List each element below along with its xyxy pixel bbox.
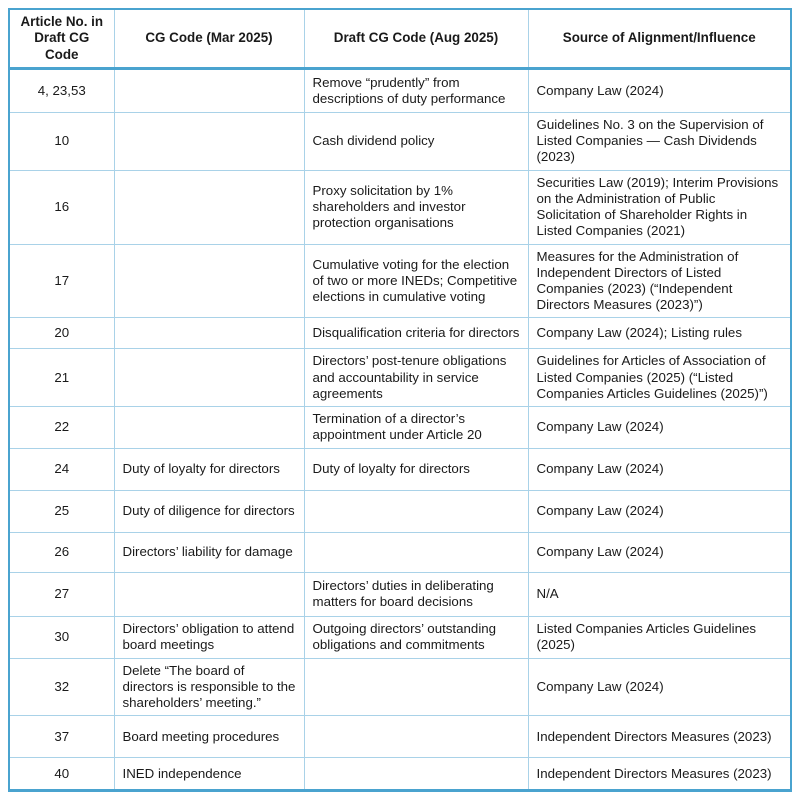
cg-code-mar-cell: Directors’ liability for damage [114, 532, 304, 572]
cg-code-mar-cell: Delete “The board of directors is responsible to the shareholders’ meeting.” [114, 658, 304, 716]
draft-cg-aug-cell: Outgoing directors’ outstanding obligations and commitments [304, 616, 528, 658]
source-cell: Listed Companies Articles Guidelines (2025) [528, 616, 791, 658]
table-row [9, 170, 791, 244]
table-row [9, 69, 791, 113]
article-no-cell: 40 [9, 758, 114, 791]
cg-code-mar-cell: Duty of diligence for directors [114, 490, 304, 532]
cg-code-mar-cell [114, 318, 304, 349]
draft-cg-aug-cell: Proxy solicitation by 1% shareholders and investor protection organisations [304, 170, 528, 244]
table-row [9, 658, 791, 716]
draft-cg-aug-cell [304, 716, 528, 758]
source-cell: Independent Directors Measures (2023) [528, 716, 791, 758]
article-no-cell: 24 [9, 448, 114, 490]
article-no-cell: 16 [9, 170, 114, 244]
table-row [9, 572, 791, 616]
source-cell: Company Law (2024) [528, 407, 791, 448]
table-row [9, 113, 791, 171]
col-header-cg-code-mar: CG Code (Mar 2025) [114, 9, 304, 69]
article-no-cell: 10 [9, 113, 114, 171]
cg-code-mar-cell: Board meeting procedures [114, 716, 304, 758]
cg-code-comparison-table [8, 8, 792, 792]
source-cell: Company Law (2024) [528, 532, 791, 572]
article-no-cell: 21 [9, 349, 114, 407]
cg-code-mar-cell: INED independence [114, 758, 304, 791]
table-row [9, 716, 791, 758]
article-no-cell: 27 [9, 572, 114, 616]
draft-cg-aug-cell: Disqualification criteria for directors [304, 318, 528, 349]
source-cell: N/A [528, 572, 791, 616]
header-row [9, 9, 791, 69]
draft-cg-aug-cell: Remove “prudently” from descriptions of duty performance [304, 69, 528, 113]
draft-cg-aug-cell: Cumulative voting for the election of two or more INEDs; Competitive elections in cumulative voting [304, 244, 528, 318]
table-row [9, 407, 791, 448]
source-cell: Company Law (2024) [528, 448, 791, 490]
table-row [9, 758, 791, 791]
table-row [9, 490, 791, 532]
cg-code-mar-cell [114, 170, 304, 244]
col-header-draft-cg-aug: Draft CG Code (Aug 2025) [304, 9, 528, 69]
source-cell: Company Law (2024); Listing rules [528, 318, 791, 349]
table-row [9, 244, 791, 318]
cg-code-mar-cell [114, 69, 304, 113]
article-no-cell: 30 [9, 616, 114, 658]
table-row [9, 318, 791, 349]
article-no-cell: 4, 23,53 [9, 69, 114, 113]
source-cell: Measures for the Administration of Independent Directors of Listed Companies (2023) (“Independent Directors Measures (2023)”) [528, 244, 791, 318]
table-row [9, 349, 791, 407]
draft-cg-aug-cell [304, 658, 528, 716]
draft-cg-aug-cell: Directors’ duties in deliberating matters for board decisions [304, 572, 528, 616]
draft-cg-aug-cell [304, 532, 528, 572]
source-cell: Independent Directors Measures (2023) [528, 758, 791, 791]
article-no-cell: 17 [9, 244, 114, 318]
source-cell: Company Law (2024) [528, 658, 791, 716]
table-row [9, 616, 791, 658]
source-cell: Company Law (2024) [528, 490, 791, 532]
col-header-source: Source of Alignment/Influence [528, 9, 791, 69]
draft-cg-aug-cell: Directors’ post-tenure obligations and accountability in service agreements [304, 349, 528, 407]
draft-cg-aug-cell: Duty of loyalty for directors [304, 448, 528, 490]
article-no-cell: 22 [9, 407, 114, 448]
cg-code-mar-cell [114, 572, 304, 616]
source-cell: Company Law (2024) [528, 69, 791, 113]
draft-cg-aug-cell [304, 758, 528, 791]
article-no-cell: 37 [9, 716, 114, 758]
cg-code-mar-cell: Duty of loyalty for directors [114, 448, 304, 490]
draft-cg-aug-cell: Termination of a director’s appointment under Article 20 [304, 407, 528, 448]
draft-cg-aug-cell: Cash dividend policy [304, 113, 528, 171]
cg-code-mar-cell [114, 349, 304, 407]
table-row [9, 532, 791, 572]
article-no-cell: 25 [9, 490, 114, 532]
source-cell: Guidelines for Articles of Association of Listed Companies (2025) (“Listed Companies Articles Guidelines (2025)”) [528, 349, 791, 407]
source-cell: Guidelines No. 3 on the Supervision of Listed Companies — Cash Dividends (2023) [528, 113, 791, 171]
table-row [9, 448, 791, 490]
cg-code-mar-cell [114, 407, 304, 448]
cg-code-mar-cell [114, 244, 304, 318]
cg-code-mar-cell [114, 113, 304, 171]
cg-code-mar-cell: Directors’ obligation to attend board meetings [114, 616, 304, 658]
article-no-cell: 20 [9, 318, 114, 349]
col-header-article-no: Article No. in Draft CG Code [9, 9, 114, 69]
table-body [9, 69, 791, 791]
draft-cg-aug-cell [304, 490, 528, 532]
article-no-cell: 26 [9, 532, 114, 572]
source-cell: Securities Law (2019); Interim Provisions on the Administration of Public Solicitation of Shareholder Rights in Listed Companies (2021) [528, 170, 791, 244]
table-header [9, 9, 791, 69]
article-no-cell: 32 [9, 658, 114, 716]
